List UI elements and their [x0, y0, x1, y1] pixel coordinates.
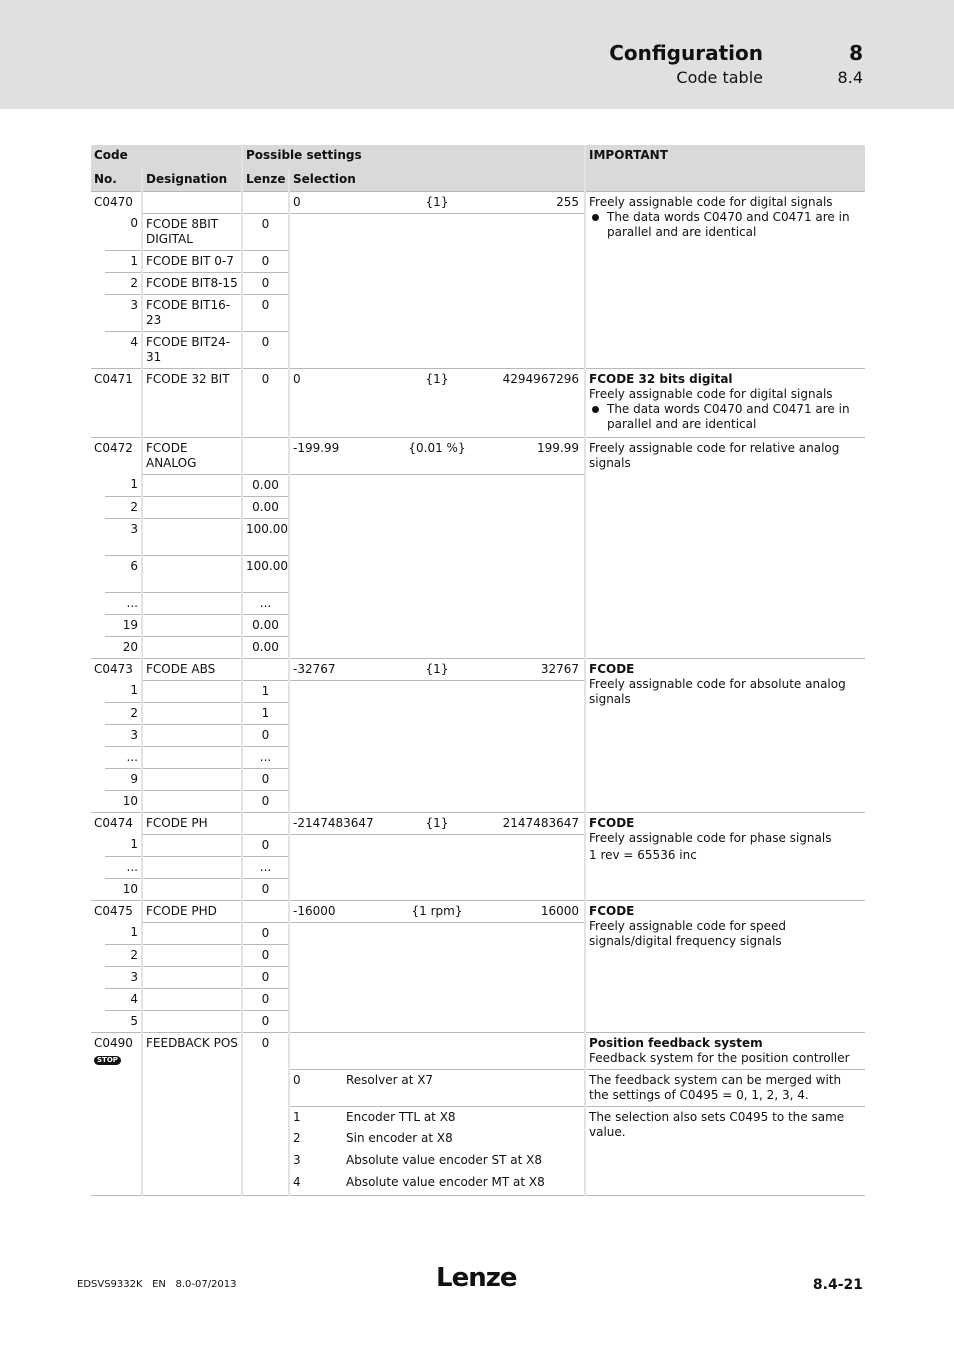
selection-max: 32767: [540, 661, 579, 676]
lenze-cell: 0: [242, 294, 289, 331]
no-cell: ...: [105, 856, 142, 878]
selection-step: {1}: [425, 815, 449, 830]
important-text: Feedback system for the position controller: [589, 1050, 850, 1065]
no-cell: 5: [130, 1013, 138, 1028]
lenze-cell: ...: [242, 592, 289, 614]
code-cell: C0471: [91, 368, 142, 437]
important-title: FCODE: [589, 815, 635, 830]
selection-max: 255: [556, 194, 579, 209]
important-text-2: 1 rev = 65536 inc: [589, 847, 697, 862]
lenze-cell: 0: [242, 213, 289, 250]
no-cell: ...: [105, 746, 142, 768]
important-cell: [585, 368, 865, 437]
selection-step: {1}: [425, 661, 449, 676]
no-cell: 0: [105, 213, 142, 250]
section-title: Code table: [676, 68, 763, 87]
code-cell: C0475: [91, 900, 142, 922]
col-code: Code: [91, 145, 242, 169]
important-cell: [585, 812, 865, 900]
important-text: Freely assignable code for digital signals: [589, 194, 833, 209]
designation-cell: FCODE 8BIT DIGITAL: [142, 213, 242, 250]
code-cell: C0470: [91, 191, 142, 213]
selection-step: {1}: [425, 194, 449, 209]
selection-min: 0: [293, 194, 301, 209]
code-cell: C0472: [91, 437, 142, 474]
important-cell: [585, 900, 865, 1032]
selection-max: 16000: [540, 903, 579, 918]
chapter-number: 8: [849, 41, 863, 65]
selection-min: -199.99: [293, 440, 340, 455]
table-row: [91, 191, 865, 213]
selection-max: 199.99: [537, 440, 579, 455]
no-cell: 19: [105, 614, 142, 636]
lenze-cell: 0: [242, 834, 289, 856]
no-cell: 1: [105, 474, 142, 496]
no-cell: 3: [105, 724, 142, 746]
no-cell: 1: [105, 250, 142, 272]
no-cell: 4: [130, 334, 138, 349]
designation-cell: FCODE PH: [142, 812, 242, 834]
chapter-title: Configuration: [609, 41, 763, 65]
no-cell: 2: [105, 272, 142, 294]
important-text: Freely assignable code for absolute analog signals: [589, 676, 846, 706]
important-bullet: The data words C0470 and C0471 are in parallel and are identical: [607, 210, 862, 240]
no-cell: 20: [122, 639, 138, 654]
designation-cell: FCODE BIT 0-7: [142, 250, 242, 272]
selection-min: -32767: [293, 661, 336, 676]
lenze-cell: 0: [242, 368, 289, 437]
code-cell: C0473: [91, 658, 142, 680]
selection-range: [289, 368, 585, 437]
no-cell: 6: [105, 555, 142, 592]
lenze-cell: 0.00: [242, 636, 289, 658]
doc-id: EDSVS9332K: [77, 1279, 143, 1290]
no-cell: 10: [122, 793, 138, 808]
doc-version: 8.0-07/2013: [175, 1279, 237, 1290]
option-value: 2: [289, 1128, 343, 1150]
option-value: 0: [289, 1069, 343, 1106]
no-cell: 1: [105, 834, 142, 856]
lenze-logo: Lenze: [436, 1263, 517, 1293]
lenze-cell: 1: [242, 702, 289, 724]
lenze-cell: 0: [242, 724, 289, 746]
selection-min: -16000: [293, 903, 336, 918]
lenze-cell: 0: [242, 922, 289, 944]
table-row: [91, 812, 865, 834]
no-cell: 2: [105, 944, 142, 966]
important-text-2: The feedback system can be merged with the settings of C0495 = 0, 1, 2, 3, 4.: [585, 1069, 865, 1106]
lenze-cell: 100.00: [242, 518, 289, 555]
selection-step: {0.01 %}: [408, 440, 466, 455]
important-bullet: The data words C0470 and C0471 are in parallel and are identical: [607, 402, 862, 432]
lenze-cell: 0.00: [242, 614, 289, 636]
lenze-cell: 0: [242, 966, 289, 988]
important-title: FCODE: [589, 903, 635, 918]
important-text: Freely assignable code for relative analog signals: [589, 440, 840, 470]
col-selection: Selection: [289, 169, 585, 191]
table-row: [91, 900, 865, 922]
no-cell: 2: [105, 702, 142, 724]
important-text: Freely assignable code for phase signals: [589, 830, 832, 845]
option-label: Encoder TTL at X8: [346, 1109, 456, 1124]
important-title: Position feedback system: [589, 1035, 763, 1050]
designation-cell: FCODE 32 BIT: [142, 368, 242, 437]
selection-step: {1}: [425, 371, 449, 386]
code-cell: [91, 1032, 142, 1195]
option-value: 1: [289, 1106, 343, 1128]
important-text: Freely assignable code for digital signals: [589, 386, 833, 401]
selection-range: [289, 437, 585, 474]
lenze-cell: 0.00: [242, 496, 289, 518]
lenze-cell: 0: [242, 250, 289, 272]
no-cell: 3: [105, 966, 142, 988]
no-cell: 3: [105, 294, 142, 331]
stop-icon: STOP: [94, 1056, 121, 1065]
important-cell: [585, 437, 865, 658]
code-table: [91, 145, 865, 1196]
designation-cell: FCODE BIT8-15: [142, 272, 242, 294]
lenze-cell: 0: [242, 790, 289, 812]
lenze-cell: ...: [242, 746, 289, 768]
no-cell: 10: [122, 881, 138, 896]
important-title: FCODE: [589, 661, 635, 676]
important-text: Freely assignable code for speed signals/digital frequency signals: [589, 918, 786, 948]
selection-max: 2147483647: [502, 815, 579, 830]
col-lenze: Lenze: [242, 169, 289, 191]
no-cell: 2: [105, 496, 142, 518]
no-cell: 9: [105, 768, 142, 790]
lenze-cell: 0: [242, 944, 289, 966]
designation-cell: FEEDBACK POS: [142, 1032, 242, 1195]
footer-doc-info: [77, 1279, 237, 1290]
selection-min: 0: [293, 371, 301, 386]
no-cell: ...: [105, 592, 142, 614]
selection-range: [289, 900, 585, 922]
col-possible-settings: Possible settings: [242, 145, 585, 169]
lenze-cell: 0: [242, 988, 289, 1010]
table-row: [91, 658, 865, 680]
lenze-cell: 0: [242, 272, 289, 294]
option-label: Resolver at X7: [343, 1069, 585, 1106]
col-important: IMPORTANT: [585, 145, 865, 191]
option-value: 3: [289, 1150, 343, 1172]
important-cell: [585, 658, 865, 812]
lenze-cell: 0: [242, 1010, 289, 1032]
lenze-cell: 0: [242, 878, 289, 900]
lenze-cell: ...: [242, 856, 289, 878]
option-label: Absolute value encoder ST at X8: [346, 1153, 543, 1167]
lenze-cell: 100.00: [242, 555, 289, 592]
no-cell: 1: [105, 680, 142, 702]
important-cell: [585, 191, 865, 368]
important-text-3: The selection also sets C0495 to the same value.: [585, 1106, 865, 1195]
col-no: No.: [91, 169, 142, 191]
col-designation: Designation: [142, 169, 242, 191]
important-cell: [585, 1032, 865, 1069]
no-cell: 4: [105, 988, 142, 1010]
designation-cell: FCODE BIT24-31: [142, 331, 242, 368]
option-label: Sin encoder at X8: [346, 1131, 453, 1145]
page-header: [0, 0, 954, 109]
page-number: 8.4-21: [812, 1277, 863, 1293]
lenze-cell: 0.00: [242, 474, 289, 496]
lenze-cell: 0: [242, 331, 289, 368]
lenze-cell: 0: [242, 1032, 289, 1195]
selection-range: [289, 658, 585, 680]
important-title: FCODE 32 bits digital: [589, 371, 733, 386]
no-cell: 3: [105, 518, 142, 555]
designation-cell: FCODE BIT16-23: [142, 294, 242, 331]
code-cell: C0474: [91, 812, 142, 834]
table-row: [91, 1032, 865, 1069]
table-row: [91, 437, 865, 474]
lenze-cell: 0: [242, 768, 289, 790]
doc-lang: EN: [152, 1279, 166, 1290]
selection-range: [289, 191, 585, 213]
section-number: 8.4: [837, 68, 863, 87]
option-label: Absolute value encoder MT at X8: [346, 1175, 545, 1189]
table-row: [91, 368, 865, 437]
designation-cell: FCODE ABS: [142, 658, 242, 680]
header-row-1: [91, 145, 865, 169]
selection-step: {1 rpm}: [411, 903, 463, 918]
selection-max: 4294967296: [502, 371, 579, 386]
selection-min: -2147483647: [293, 815, 374, 830]
designation-cell: FCODE ANALOG: [142, 437, 242, 474]
option-value: 4: [289, 1172, 343, 1194]
designation-cell: FCODE PHD: [142, 900, 242, 922]
code-value: C0490: [94, 1035, 133, 1050]
no-cell: 1: [105, 922, 142, 944]
lenze-cell: 1: [242, 680, 289, 702]
selection-range: [289, 812, 585, 834]
